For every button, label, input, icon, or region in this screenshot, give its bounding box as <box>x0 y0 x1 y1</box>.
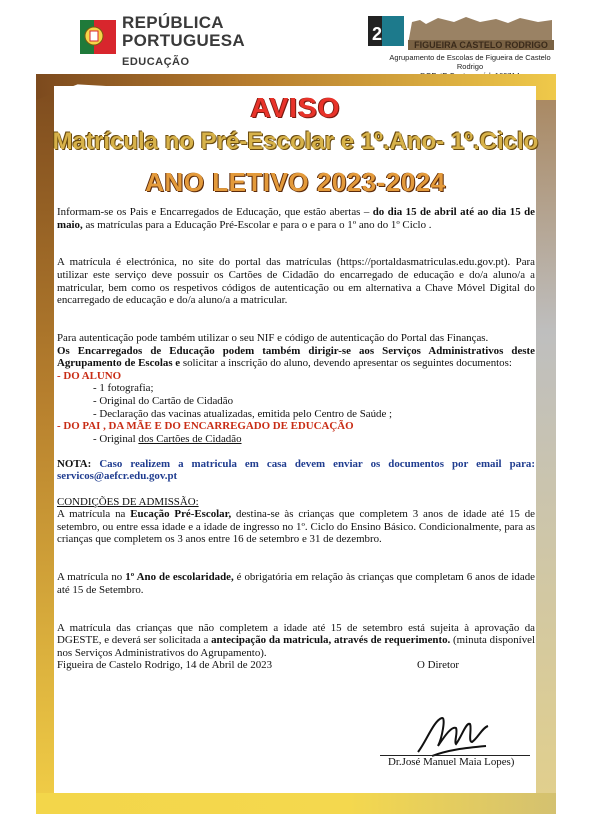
place-date: Figueira de Castelo Rodrigo, 14 de Abril de 2023 <box>57 659 273 672</box>
student-doc-item: - Declaração das vacinas atualizadas, emitida pelo Centro de Saúde ; <box>93 407 393 420</box>
condition-first-grade: A matrícula no 1º Ano de escolaridade, é obrigatória em relação às crianças que completam 6 anos de idade até 15 de Setembro. <box>57 571 535 596</box>
director-signature <box>412 712 492 760</box>
gov-line2: PORTUGUESA <box>122 31 245 50</box>
notice-body <box>57 206 535 672</box>
paragraph-nif: Para autenticação pode também utilizar o seu NIF e código de autenticação do Portal das Finanças. <box>57 331 489 344</box>
director-label: O Diretor <box>417 659 460 672</box>
admission-conditions-heading: CONDIÇÕES DE ADMISSÃO: <box>57 495 199 508</box>
government-logo-text <box>122 14 245 68</box>
signature-row <box>57 659 535 672</box>
enrollment-dates: do dia 15 de abril até ao dia 15 de maio, <box>57 206 535 231</box>
school-sub1: Agrupamento de Escolas de Figueira de Castelo Rodrigo <box>389 53 551 71</box>
school-name: FIGUEIRA CASTELO RODRIGO <box>414 40 548 50</box>
email-note: NOTA: Caso realizem a matricula em casa devem enviar os documentos por email para: servicos@aefcr.edu.gov.pt <box>57 457 535 483</box>
student-doc-item: - Original do Cartão de Cidadão <box>93 394 234 407</box>
paragraph-intro: Informam-se os Pais e Encarregados de Educação, que estão abertas – do dia 15 de abril até ao dia 15 de maio, as matrículas para a Educação Pré-Escolar e para o e para o 1º ano do 1º Ciclo . <box>57 206 535 231</box>
school-logo <box>368 14 554 50</box>
svg-text:2: 2 <box>372 24 383 44</box>
condition-early-admission: A matrícula das crianças que não completem a idade até 15 de setembro está sujeita à aprovação da DGESTE, e deverá ser solicitada a antecipação da matricula, através de requerimento. (minuta disponível nos Serviços Administrativos do Agrupamento). <box>57 621 536 659</box>
paragraph-services: Os Encarregados de Educação podem também dirigir-se aos Serviços Administrativos deste Agrupamento de Escolas e solicitar a inscrição do aluno, devendo apresentar os seguintes documentos: <box>57 344 535 370</box>
director-name: Dr.José Manuel Maia Lopes) <box>388 756 515 768</box>
gov-line1: REPÚBLICA <box>122 13 224 32</box>
portuguese-coat-of-arms-icon <box>78 16 118 56</box>
school-year-heading: ANO LETIVO 2023-2024 <box>145 167 446 197</box>
paragraph-electronic: A matrícula é electrónica, no site do portal das matrículas (https://portaldasmatriculas.edu.gov.pt). Para utilizar este serviço deve possuir os Cartões de Cidadão do encarregado de educação e do/a aluno/a a matricular, bem como os respetivos códigos de autenticação ou em alternativa a Chave Móvel Digital do encarregado de educação e do/a aluno/a a matricular. <box>57 256 535 307</box>
parent-docs-heading: - DO PAI , DA MÃE E DO ENCARREGADO DE EDUCAÇÃO <box>57 420 354 433</box>
student-doc-item: - 1 fotografia; <box>93 382 154 395</box>
parent-doc-item: - Original dos Cartões de Cidadão <box>93 432 242 445</box>
gov-line3: EDUCAÇÃO <box>122 56 190 68</box>
frame-bottom <box>36 793 556 814</box>
notice-title: AVISO <box>250 92 341 123</box>
student-docs-heading: - DO ALUNO <box>57 369 122 382</box>
enrollment-heading: Matrícula no Pré-Escolar e 1º.Ano- 1º.Ciclo <box>52 128 539 155</box>
condition-preschool: A matrícula na Eucação Pré-Escolar, destina-se às crianças que completem 3 anos de idade até 15 de setembro, ou entre essa idade e a idade de ingresso no 1º. Ciclo do Ensino Básico. Condicionalmente, para as crianças que completem os 3 anos entre 16 de setembro e 31 de dezembro. <box>57 508 535 546</box>
